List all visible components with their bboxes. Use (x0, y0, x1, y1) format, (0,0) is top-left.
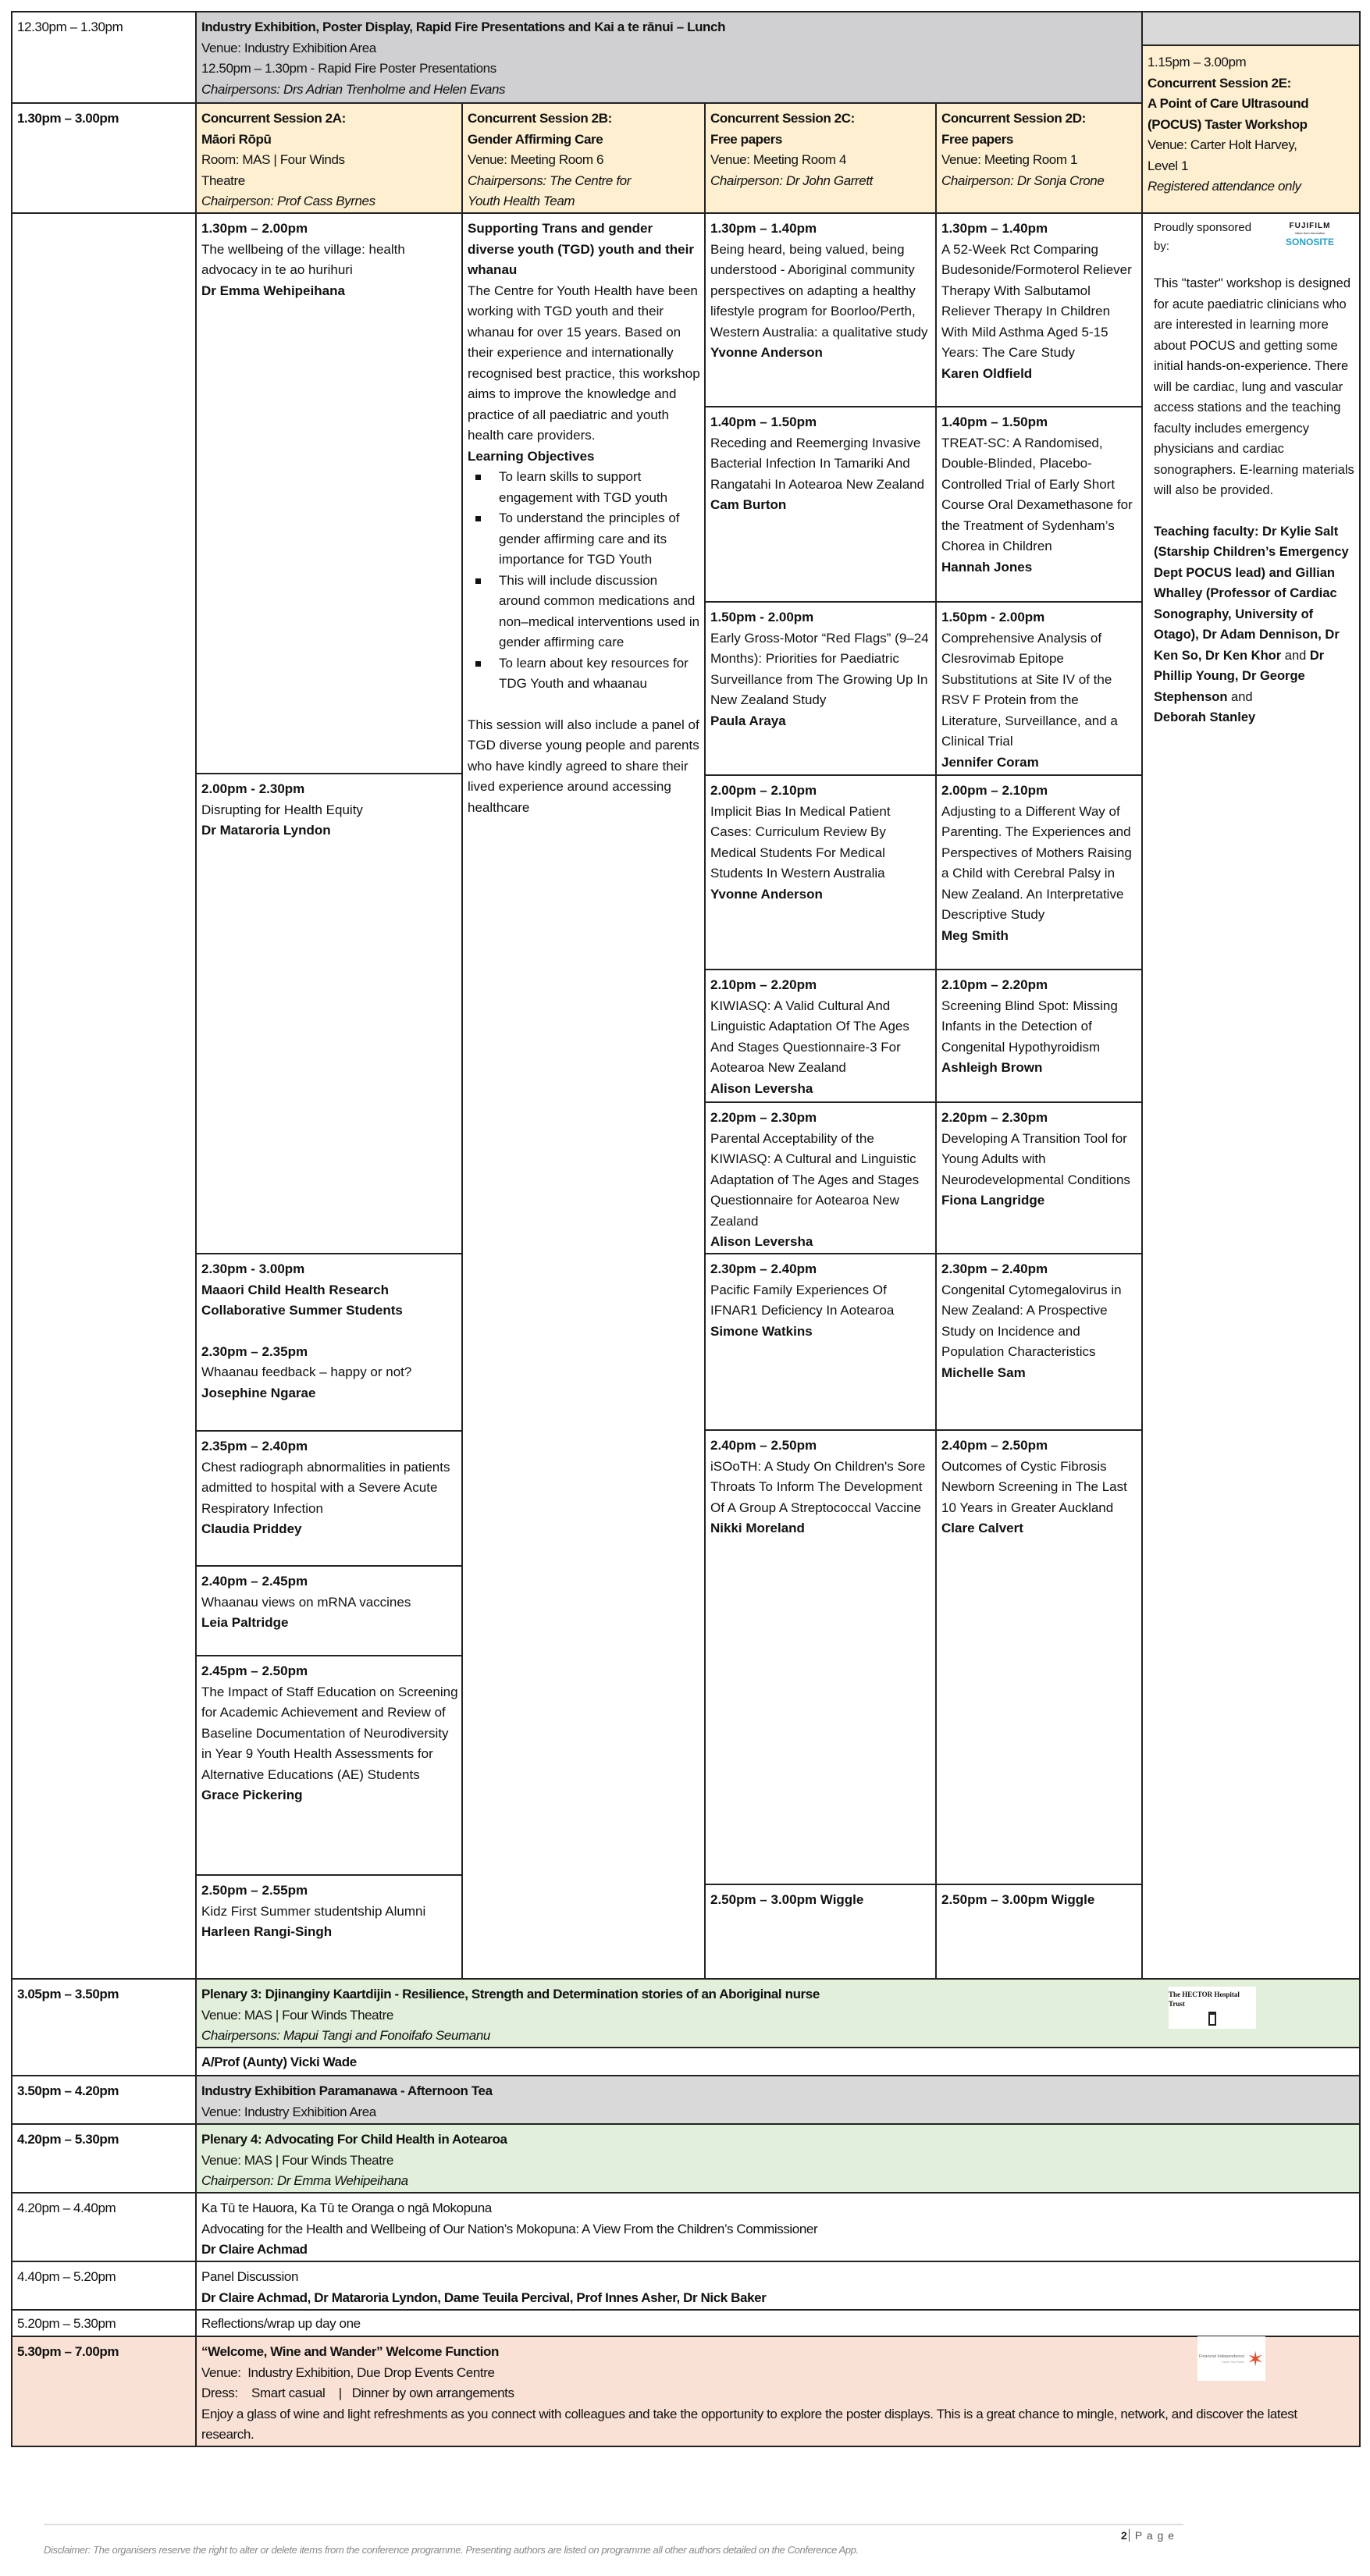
talk-speaker: Dr Emma Wehipeihana (201, 283, 345, 298)
session-chair: Chairperson: Prof Cass Byrnes (201, 194, 375, 208)
talk-speaker: Karen Oldfield (941, 365, 1033, 381)
session-venue: Venue: Meeting Room 1 (941, 152, 1077, 167)
time-cell-plenary4 (11, 2123, 197, 2194)
logo-text: The HECTOR Hospital Trust (1169, 1991, 1240, 2008)
session-title: Concurrent Session 2A: (201, 111, 346, 126)
talk-speaker: Fiona Langridge (941, 1193, 1045, 1208)
talk-time: 1.50pm - 2.00pm (941, 610, 1045, 624)
page-label: P a g e (1134, 2529, 1175, 2542)
talk-time: 2.45pm – 2.50pm (201, 1663, 308, 1678)
session-title: Industry Exhibition Paramanawa - Afternoon Tea (201, 2083, 493, 2098)
objective-item: To understand the principles of gender affirming care and its importance for TGD Youth (499, 508, 701, 571)
session-title: Concurrent Session 2E: (1148, 75, 1291, 91)
talk-title: Chest radiograph abnormalities in patients admitted to hospital with a Severe Acute Respiratory Infection (201, 1459, 450, 1516)
session-2b-header (461, 102, 706, 214)
session-title: Industry Exhibition, Poster Display, Rapid Fire Presentations and Kai a te rānui – Lunch (201, 20, 726, 34)
session-venue: Venue: Meeting Room 4 (710, 152, 846, 167)
talk-2a-3 (195, 1253, 463, 1432)
talk-2d-2 (935, 406, 1143, 603)
time-cell-empty (11, 212, 197, 1980)
workshop-2b (461, 212, 706, 1980)
talk-time: 2.30pm – 2.40pm (941, 1261, 1048, 1276)
session-subtitle-cont: (POCUS) Taster Workshop (1148, 116, 1308, 132)
objective-item: This will include discussion around common medications and non–medical interventions used in gender affirming care (499, 571, 701, 653)
time-label: 4.20pm – 4.40pm (17, 2201, 116, 2215)
session-venue: Venue: Carter Holt Harvey, (1148, 137, 1297, 152)
star-icon: ✶ (1247, 2347, 1265, 2371)
wiggle-2c (704, 1884, 937, 1980)
lunch-session-2e-spacer (1141, 11, 1361, 46)
talk-time: 1.30pm – 1.40pm (941, 221, 1048, 236)
time-cell-welcome (11, 2336, 197, 2447)
session-note: Registered attendance only (1148, 179, 1301, 194)
talk-time: 2.30pm – 2.35pm (201, 1343, 308, 1359)
session-title: Plenary 4: Advocating For Child Health in Aotearoa (201, 2132, 507, 2147)
talk-time: 2.40pm – 2.50pm (941, 1438, 1048, 1453)
talk-title: Receding and Reemerging Invasive Bacterial Infection In Tamariki And Rangatahi In Aotearoa New Zealand (710, 435, 925, 492)
talk-speaker: Hannah Jones (941, 559, 1033, 575)
talk-speaker: Alison Leversha (710, 1080, 813, 1096)
talk-2d-3 (935, 601, 1143, 776)
session-venue: Room: MAS | Four Winds (201, 152, 345, 167)
rapid-fire-time: 12.50pm – 1.30pm - Rapid Fire Poster Presentations (201, 61, 496, 76)
talk-speaker: Cam Burton (710, 497, 787, 512)
time-label: 12.30pm – 1.30pm (17, 20, 123, 34)
panel-description: This session will also include a panel of TGD diverse young people and parents who have kindly agreed to share their lived experience around accessing healthcare (468, 717, 699, 815)
plenary4-session (195, 2123, 1361, 2194)
time-label: 4.40pm – 5.20pm (17, 2269, 116, 2284)
session-title: Ka Tū te Hauora, Ka Tū te Oranga o ngā Mokopuna (201, 2201, 492, 2215)
logo-text: SONOSITE (1285, 237, 1334, 247)
workshop-description: This "taster" workshop is designed for acute paediatric clinicians who are interested in learning more about POCUS and getting some initial hands-on-experience. There will be cardiac, lung and vascular access stations and the teaching faculty includes emergency physicians and cardiac sonographers. E-learning materials will also be provided. (1154, 276, 1354, 497)
financial-independence-logo (1197, 2336, 1265, 2381)
talk-2a-7 (195, 1874, 463, 1980)
talk-time: 1.40pm – 1.50pm (710, 415, 817, 429)
workshop-2e (1141, 212, 1361, 1980)
workshop-title: Supporting Trans and gender diverse youth (TGD) youth and their whanau (468, 221, 694, 277)
talk-title: Pacific Family Experiences Of IFNAR1 Deficiency In Aotearoa (710, 1282, 895, 1318)
talk-time: 2.20pm – 2.30pm (941, 1110, 1048, 1125)
session-venue-cont: Level 1 (1148, 158, 1189, 173)
talk-title: Being heard, being valued, being understood - Aboriginal community perspectives on adapting a healthy lifestyle program for Boorloo/Perth, Western Australia: a qualitative study (710, 241, 928, 340)
talk-speaker: Meg Smith (941, 927, 1009, 943)
workshop-description: The Centre for Youth Health have been working with TGD youth and their whanau for over 15 years. Based on their experience and internationally recognised best practice, this workshop aims to improve the knowledge and practice of all paediatric and youth health care providers. (468, 283, 700, 443)
talk-title: Adjusting to a Different Way of Parenting. The Experiences and Perspectives of Mothers Raising a Child with Cerebral Palsy in New Zealand. An Interpretative Descriptive Study (941, 803, 1132, 922)
talk-speaker: Grace Pickering (201, 1788, 303, 1802)
session-2d-header (935, 102, 1143, 214)
talk-speaker: Ashleigh Brown (941, 1060, 1043, 1075)
talk-time: 2.30pm – 2.40pm (710, 1261, 817, 1276)
talk-title: Implicit Bias In Medical Patient Cases: Curriculum Review By Medical Students For Medical Students In Western Australia (710, 803, 891, 881)
session-venue: Venue: Industry Exhibition, Due Drop Events Centre (201, 2364, 495, 2380)
footer-divider (44, 2524, 1183, 2525)
talk-speaker: Harleen Rangi-Singh (201, 1924, 333, 1939)
talk-time: 2.40pm – 2.50pm (710, 1438, 817, 1453)
talk-2a-5 (195, 1565, 463, 1656)
reflections-session (195, 2309, 1361, 2337)
talk-2d-8 (935, 1429, 1143, 1885)
time-label: 3.05pm – 3.50pm (17, 1987, 119, 2001)
session-subtitle: Gender Affirming Care (468, 131, 603, 147)
talk-title: TREAT-SC: A Randomised, Double-Blinded, Placebo-Controlled Trial of Early Short Course Oral Dexamethasone for the Treatment of Sydenham’s Chorea in Children (941, 435, 1133, 553)
session-chairs: Chairpersons: Drs Adrian Trenholme and Helen Evans (201, 81, 506, 97)
talk-time: 2.00pm – 2.10pm (710, 783, 817, 798)
time-cell-katu (11, 2192, 197, 2262)
hector-hospital-trust-logo (1169, 1987, 1256, 2029)
time-label: 4.20pm – 5.30pm (17, 2132, 119, 2147)
session-subtitle: Free papers (710, 131, 782, 147)
talk-speaker: Dr Mataroria Lyndon (201, 823, 331, 838)
talk-title: KIWIASQ: A Valid Cultural And Linguistic Adaptation Of The Ages And Stages Questionnaire-3 For Aotearoa New Zealand (710, 998, 909, 1075)
objectives-heading: Learning Objectives (468, 448, 595, 464)
talk-speaker: Michelle Sam (941, 1364, 1026, 1380)
talk-time: 1.50pm - 2.00pm (710, 610, 814, 624)
session-title: “Welcome, Wine and Wander” Welcome Function (201, 2344, 499, 2359)
session-title: Concurrent Session 2D: (941, 111, 1086, 126)
session-title: Plenary 3: Djinanginy Kaartdijin - Resilience, Strength and Determination stories of an Aboriginal nurse (201, 1987, 820, 2001)
time-label: 1.30pm – 3.00pm (17, 111, 119, 126)
teaching-faculty (1154, 521, 1356, 728)
page-number (1121, 2528, 1175, 2543)
tea-session (195, 2075, 1361, 2125)
talk-speaker: Paula Araya (710, 713, 786, 728)
talk-speaker: Jennifer Coram (941, 754, 1039, 770)
session-subtitle: A Point of Care Ultrasound (1148, 96, 1309, 111)
talk-title: Whaanau feedback – happy or not? (201, 1364, 412, 1379)
time-label: 5.20pm – 5.30pm (17, 2316, 116, 2331)
talk-2a-1 (195, 212, 463, 774)
session-2e-header (1141, 44, 1361, 214)
time-cell-lunch (11, 11, 197, 104)
hector-emblem-icon (1208, 2012, 1216, 2026)
talk-2d-7 (935, 1253, 1143, 1431)
session-title: Concurrent Session 2B: (468, 111, 612, 126)
wiggle-break: 2.50pm – 3.00pm Wiggle (941, 1892, 1095, 1907)
talk-time: 2.00pm – 2.10pm (941, 783, 1048, 798)
footer-disclaimer: Disclaimer: The organisers reserve the right to alter or delete items from the conference programme. Presenting authors are listed on programme all other authors detailed on the Conference App. (44, 2544, 859, 2556)
session-subtitle: Māori Rōpū (201, 131, 272, 147)
logo-text: FUJIFILM (1289, 222, 1331, 230)
talk-title: Developing A Transition Tool for Young Adults with Neurodevelopmental Conditions (941, 1130, 1130, 1187)
talk-speaker: Clare Calvert (941, 1521, 1023, 1535)
session-speaker: Dr Claire Achmad (201, 2242, 308, 2257)
talk-title: Outcomes of Cystic Fibrosis Newborn Screening in The Last 10 Years in Greater Auckland (941, 1458, 1127, 1515)
talk-2c-6 (704, 1101, 937, 1254)
talk-title: Screening Blind Spot: Missing Infants in the Detection of Congenital Hypothyroidism (941, 998, 1118, 1055)
session-venue-cont: Theatre (201, 173, 245, 188)
talk-speaker: Alison Leversha (710, 1234, 813, 1249)
logo-text: Insure Your Future (1222, 2360, 1245, 2364)
session-venue: Venue: MAS | Four Winds Theatre (201, 2152, 393, 2168)
talk-title: Kidz First Summer studentship Alumni (201, 1903, 426, 1919)
faculty-names: Deborah Stanley (1154, 710, 1256, 724)
talk-speaker: Claudia Priddey (201, 1521, 302, 1536)
talk-2c-4 (704, 774, 937, 970)
time-cell-tea (11, 2075, 197, 2125)
talk-2d-4 (935, 774, 1143, 970)
fujifilm-sonosite-logo (1275, 222, 1345, 248)
conjunction: and (1281, 648, 1310, 663)
time-label: 3.50pm – 4.20pm (17, 2083, 119, 2098)
time-label: 5.30pm – 7.00pm (17, 2344, 119, 2359)
time-cell-panel (11, 2261, 197, 2311)
conjunction: and (1227, 689, 1253, 704)
time-cell-concurrent (11, 102, 197, 214)
talk-2d-6 (935, 1101, 1143, 1254)
talk-2c-8 (704, 1429, 937, 1885)
lunch-session (195, 11, 1143, 104)
faculty-names: Dr Phillip Young, Dr George Stephenson (1154, 648, 1325, 704)
session-chair: Chairpersons: The Centre for (468, 173, 631, 188)
talk-heading: Maaori Child Health Research Collaborative Summer Students (201, 1282, 403, 1318)
talk-time: 2.35pm – 2.40pm (201, 1439, 308, 1453)
talk-time: 2.10pm – 2.20pm (941, 977, 1048, 992)
sponsored-by-label: Proudly sponsored by: (1154, 221, 1252, 253)
talk-2c-1 (704, 212, 937, 407)
talk-time: 2.20pm – 2.30pm (710, 1110, 817, 1125)
talk-title: Whaanau views on mRNA vaccines (201, 1594, 411, 1610)
talk-time: 2.10pm – 2.20pm (710, 977, 817, 992)
talk-2c-5 (704, 969, 937, 1103)
talk-title: iSOoTH: A Study On Children's Sore Throats To Inform The Development Of A Group A Streptococcal Vaccine (710, 1458, 926, 1515)
talk-2c-3 (704, 601, 937, 776)
talk-time: 1.40pm – 1.50pm (941, 415, 1048, 429)
talk-2d-1 (935, 212, 1143, 407)
session-description: Enjoy a glass of wine and light refreshments as you connect with colleagues and take the opportunity to explore the poster displays. This is a great chance to mingle, network, and discover the latest research. (201, 2406, 1297, 2442)
plenary3-speaker-cell (195, 2047, 1361, 2076)
talk-title: A 52-Week Rct Comparing Budesonide/Formoterol Reliever Therapy With Salbutamol Reliever Therapy In Children With Mild Asthma Aged 5-15 Years: The Care Study (941, 241, 1132, 360)
time-cell-reflections (11, 2309, 197, 2337)
session-title: Panel Discussion (201, 2269, 298, 2284)
talk-speaker: Leia Paltridge (201, 1615, 289, 1630)
talk-time: 2.50pm – 2.55pm (201, 1883, 308, 1898)
session-venue: Venue: Industry Exhibition Area (201, 40, 376, 55)
talk-title: Disrupting for Health Equity (201, 802, 363, 817)
talk-2d-5 (935, 969, 1143, 1103)
talk-time: 1.30pm – 1.40pm (710, 221, 817, 236)
talk-2a-2 (195, 773, 463, 1254)
talk-title: Parental Acceptability of the KIWIASQ: A Cultural and Linguistic Adaptation of The Ages and Stages Questionnaire for Aotearoa New Zealand (710, 1130, 920, 1229)
objective-item: To learn skills to support engagement with TGD youth (499, 467, 701, 508)
talk-title: The Impact of Staff Education on Screening for Academic Achievement and Review of Baseline Documentation of Neurodiversity in Year 9 Youth Health Assessments for Alternative Educations (AE) Students (201, 1684, 458, 1782)
session-title: Reflections/wrap up day one (201, 2316, 361, 2331)
talk-speaker: Yvonne Anderson (710, 345, 823, 360)
session-chair: Chairperson: Dr Sonja Crone (941, 173, 1105, 188)
logo-text: Value from Innovation (1294, 231, 1326, 235)
talk-title: Comprehensive Analysis of Clesrovimab Epitope Substitutions at Site IV of the RSV F Protein from the Literature, Surveillance, and a Clinical Trial (941, 630, 1118, 749)
talk-speaker: Nikki Moreland (710, 1521, 805, 1535)
session-chair-cont: Youth Health Team (468, 194, 575, 208)
session-2a-header (195, 102, 463, 214)
session-speaker: A/Prof (Aunty) Vicki Wade (201, 2055, 357, 2069)
talk-2c-2 (704, 406, 937, 603)
session-subtitle: Advocating for the Health and Wellbeing of Our Nation’s Mokopuna: A View From the Children’s Commissioner (201, 2221, 818, 2236)
session-dress: Dress: Smart casual | Dinner by own arrangements (201, 2386, 514, 2400)
talk-time: 1.30pm – 2.00pm (201, 221, 308, 236)
talk-speaker: Yvonne Anderson (710, 886, 823, 902)
logo-text: Financial Independence (1198, 2354, 1245, 2359)
objectives-list (468, 467, 701, 695)
session-title: Concurrent Session 2C: (710, 111, 855, 126)
talk-title: Early Gross-Motor “Red Flags” (9–24 Months): Priorities for Paediatric Surveillance from The Growing Up In New Zealand Study (710, 630, 929, 707)
session-chair: Chairperson: Dr Emma Wehipeihana (201, 2173, 408, 2188)
talk-2c-7 (704, 1253, 937, 1431)
talk-2a-6 (195, 1655, 463, 1876)
welcome-session (195, 2336, 1361, 2447)
talk-title: Congenital Cytomegalovirus in New Zealand: A Prospective Study on Incidence and Population Characteristics (941, 1282, 1122, 1359)
wiggle-2d (935, 1884, 1143, 1980)
talk-time: 2.00pm - 2.30pm (201, 781, 305, 796)
session-2c-header (704, 102, 937, 214)
talk-time: 2.30pm - 3.00pm (201, 1261, 305, 1276)
session-venue: Venue: Industry Exhibition Area (201, 2104, 376, 2119)
session-time: 1.15pm – 3.00pm (1148, 55, 1247, 69)
session-speakers: Dr Claire Achmad, Dr Mataroria Lyndon, Dame Teuila Percival, Prof Innes Asher, Dr Nick Baker (201, 2290, 767, 2305)
talk-title: The wellbeing of the village: health advocacy in te ao hurihuri (201, 241, 405, 277)
time-cell-plenary3 (11, 1978, 197, 2076)
faculty-names: Teaching faculty: Dr Kylie Salt (Starship Children’s Emergency Dept POCUS lead) and Gillian Whalley (Professor of Cardiac Sonography, University of Otago), Dr Adam Dennison, Dr Ken So, Dr Ken Khor (1154, 524, 1349, 663)
page-number-value: 2 (1121, 2529, 1130, 2542)
katu-session (195, 2192, 1361, 2262)
wiggle-break: 2.50pm – 3.00pm Wiggle (710, 1892, 864, 1907)
talk-speaker: Simone Watkins (710, 1323, 813, 1339)
session-venue: Venue: MAS | Four Winds Theatre (201, 2007, 393, 2023)
session-venue: Venue: Meeting Room 6 (468, 152, 603, 167)
panel-session (195, 2261, 1361, 2311)
talk-time: 2.40pm – 2.45pm (201, 1574, 308, 1589)
session-chairs: Chairpersons: Mapui Tangi and Fonoifafo Seumanu (201, 2028, 490, 2043)
objective-item: To learn about key resources for TDG Youth and whaanau (499, 653, 701, 695)
session-subtitle: Free papers (941, 131, 1013, 147)
talk-2a-4 (195, 1430, 463, 1567)
talk-speaker: Josephine Ngarae (201, 1385, 316, 1400)
session-chair: Chairperson: Dr John Garrett (710, 173, 873, 188)
